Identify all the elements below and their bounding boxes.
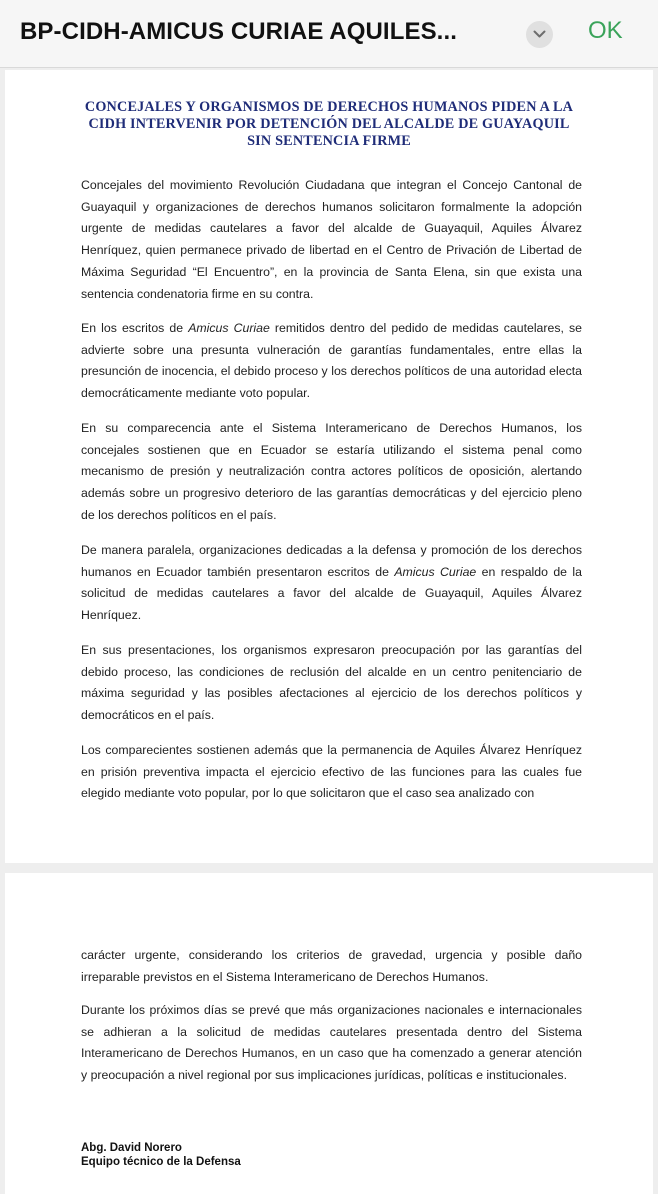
- document-title: BP-CIDH-AMICUS CURIAE AQUILES...: [20, 18, 457, 45]
- headline-line: SIN SENTENCIA FIRME: [247, 133, 411, 149]
- title-menu-button[interactable]: [526, 21, 553, 48]
- body-paragraph: En sus presentaciones, los organismos expresaron preocupación por las garantías del debido proceso, las condiciones de reclusión del alcalde en un centro penitenciario de máxima seguridad y las posibles afectaciones al ejercicio de los derechos políticos y democráticos en el país.: [81, 643, 582, 723]
- document-page-2: [5, 873, 653, 1194]
- italic-term: Amicus Curiae: [394, 564, 477, 579]
- document-page-1: [5, 70, 653, 863]
- body-paragraph: De manera paralela, organizaciones dedicadas a la defensa y promoción de los derechos humanos en Ecuador también presentaron escritos de Amicus Curiae en respaldo de la solicitud de medidas cautelares a favor del alcalde de Guayaquil, Aquiles Álvarez Henríquez.: [81, 543, 582, 623]
- body-paragraph: En los escritos de Amicus Curiae remitidos dentro del pedido de medidas cautelares, se advierte sobre una presunta vulneración de garantías fundamentales, entre ellas la presunción de inocencia, el debido proceso y los derechos políticos de una autoridad electa democráticamente mediante voto popular.: [81, 321, 582, 401]
- body-paragraph: carácter urgente, considerando los criterios de gravedad, urgencia y posible daño irreparable previstos en el Sistema Interamericano de Derechos Humanos.: [81, 948, 582, 984]
- signature-name: Abg. David Norero: [81, 1142, 182, 1154]
- signature-block: [81, 1141, 241, 1169]
- headline-line: CONCEJALES Y ORGANISMOS DE DERECHOS HUMANOS PIDEN A LA: [84, 99, 574, 115]
- body-paragraph: Durante los próximos días se prevé que más organizaciones nacionales e internacionales se adhieran a la solicitud de medidas cautelares presentada dentro del Sistema Interamericano de Derechos Humanos, en un caso que ha comenzado a generar atención y preocupación a nivel regional por sus implicaciones jurídicas, políticas e institucionales.: [81, 1003, 582, 1083]
- signature-role: Equipo técnico de la Defensa: [81, 1156, 241, 1168]
- body-paragraph: Concejales del movimiento Revolución Ciudadana que integran el Concejo Cantonal de Guayaquil y organizaciones de derechos humanos solicitaron formalmente la adopción urgente de medidas cautelares a favor del alcalde de Guayaquil, Aquiles Álvarez Henríquez, quien permanece privado de libertad en el Centro de Privación de Libertad de Máxima Seguridad “El Encuentro”, en la provincia de Santa Elena, sin que exista una sentencia condenatoria firme en su contra.: [81, 178, 582, 301]
- top-bar: [0, 0, 658, 68]
- ok-button[interactable]: OK: [588, 17, 623, 44]
- body-paragraph: En su comparecencia ante el Sistema Interamericano de Derechos Humanos, los concejales sostienen que en Ecuador se estaría utilizando el sistema penal como mecanismo de presión y neutralización contra actores políticos de oposición, alertando además sobre un progresivo deterioro de las garantías democráticas y del ejercicio pleno de los derechos políticos en el país.: [81, 421, 582, 522]
- chevron-down-icon: [533, 30, 546, 39]
- headline-line: CIDH INTERVENIR POR DETENCIÓN DEL ALCALDE DE GUAYAQUIL: [88, 116, 570, 132]
- document-headline: [5, 99, 653, 150]
- italic-term: Amicus Curiae: [188, 321, 270, 335]
- body-paragraph: Los comparecientes sostienen además que la permanencia de Aquiles Álvarez Henríquez en prisión preventiva impacta el ejercicio efectivo de las funciones para las cuales fue elegido mediante voto popular, por lo que solicitaron que el caso sea analizado con: [81, 743, 582, 801]
